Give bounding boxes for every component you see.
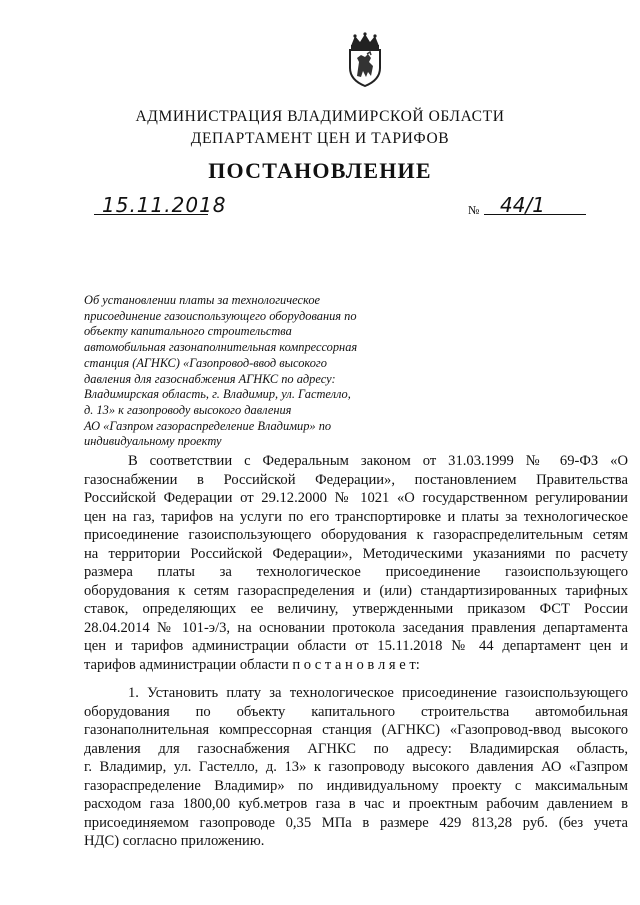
- subject-line: д. 13» к газопроводу высокого давления: [84, 402, 292, 417]
- subject-line: объекту капитального строительства: [84, 324, 292, 339]
- subject-line: Об установлении платы за технологическое: [84, 293, 321, 307]
- document-title: ПОСТАНОВЛЕНИЕ: [208, 158, 432, 183]
- paragraph-line: размера платы за технологическое присоединение газоиспользующего: [84, 564, 628, 580]
- document-number: 44/1: [500, 193, 545, 217]
- subject-line: АО «Газпром газораспределение Владимир» по: [84, 418, 332, 433]
- paragraph-line: присоединение газоиспользующего оборудования к газораспределительным сетям: [84, 527, 628, 543]
- paragraph-line: тарифов администрации области п о с т а н о в л я е т:: [84, 656, 420, 673]
- paragraph-line: ставок, определяющих ее величину, утвержденными приказом ФСТ России: [84, 601, 628, 617]
- paragraph-line: газоснабжении в Российской Федерации», постановлением Правительства: [84, 471, 628, 488]
- paragraph-line: оборудования по объекту капитального строительства автомобильная: [84, 703, 628, 720]
- document-date: 15.11.2018: [102, 193, 227, 217]
- document-body: [84, 452, 628, 851]
- paragraph-line: давления для газоснабжения АГНКС по адресу: Владимирская область,: [84, 740, 628, 757]
- organization-name: АДМИНИСТРАЦИЯ ВЛАДИМИРСКОЙ ОБЛАСТИ: [135, 108, 505, 125]
- subject-line: Владимирская область, г. Владимир, ул. Гастелло,: [84, 387, 351, 402]
- paragraph-line: оборудования к сетям газораспределения и (или) стандартизированных тарифных: [84, 582, 628, 599]
- department-name: ДЕПАРТАМЕНТ ЦЕН И ТАРИФОВ: [190, 130, 450, 147]
- subject-line: присоединение газоиспользующего оборудования по: [84, 308, 357, 323]
- subject-line: автомобильная газонаполнительная компрессорная: [84, 340, 358, 355]
- paragraph-line: 28.04.2014 № 101-э/3, на основании протокола заседания правления департамента: [84, 619, 628, 636]
- paragraph-line: В соответствии с Федеральным законом от 31.03.1999 № 69-ФЗ «О: [128, 453, 628, 469]
- subject-line: давления для газоснабжения АГНКС по адресу:: [84, 371, 336, 386]
- document-subject: [84, 293, 384, 450]
- subject-line: индивидуальному проекту: [84, 434, 222, 449]
- paragraph-line: НДС) согласно приложению.: [84, 833, 265, 849]
- coat-of-arms-icon: [343, 32, 387, 88]
- paragraph-line: расходом газа 1800,00 куб.метров газа в час и проектным рабочим давлением в: [84, 796, 628, 812]
- paragraph-line: газораспределение Владимир» по индивидуальному проекту с максимальным: [84, 777, 628, 794]
- paragraph-line: цен и тарифов администрации области от 15.11.2018 № 44 департамент цен и: [84, 638, 628, 654]
- paragraph-line: присоединяемом газопроводе 0,35 МПа в размере 429 813,28 руб. (без учета: [84, 814, 628, 831]
- number-label: №: [468, 203, 480, 217]
- paragraph-line: г. Владимир, ул. Гастелло, д. 13» к газопроводу высокого давления АО «Газпром: [84, 759, 628, 775]
- paragraph-line: на территории Российской Федерации», Методическими указаниями по расчету: [84, 545, 628, 562]
- paragraph-line: газонаполнительная компрессорная станция (АГНКС) «Газопровод-ввод высокого: [84, 722, 628, 738]
- paragraph-line: цен на газ, тарифов на услуги по его транспортировке и платы за технологическое: [84, 508, 628, 525]
- subject-line: станция (АГНКС) «Газопровод-ввод высокого: [84, 355, 327, 370]
- paragraph-line: 1. Установить плату за технологическое присоединение газоиспользующего: [128, 685, 628, 701]
- paragraph-line: Российской Федерации от 29.12.2000 № 1021 «О государственном регулировании: [84, 490, 628, 506]
